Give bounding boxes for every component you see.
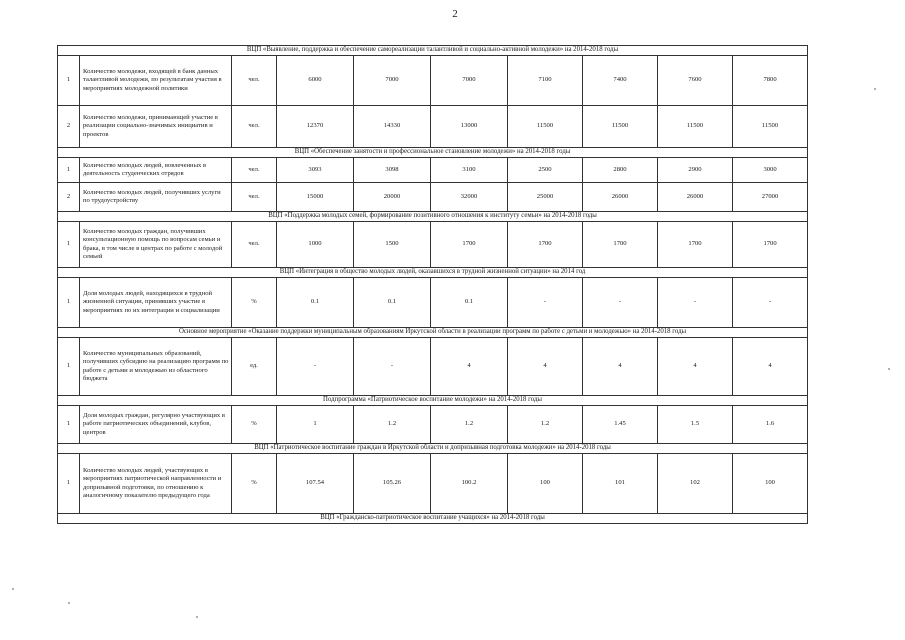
indicator-name: Количество молодых граждан, получивших консультационную помощь по вопросам семьи и брака, в том числе в центрах по работе с молодой семьей — [80, 222, 232, 268]
indicator-value: 1700 — [733, 222, 808, 268]
indicator-value: 0.1 — [277, 278, 354, 328]
indicator-value: 26000 — [658, 183, 733, 212]
indicator-value: 1500 — [354, 222, 431, 268]
indicator-name: Количество молодых людей, участвующих в мероприятиях патриотической направленности и допризывной подготовки, по отношению к аналогичному показателю предыдущего года — [80, 454, 232, 514]
unit-of-measure: чел. — [232, 56, 277, 106]
indicator-value: 4 — [733, 338, 808, 396]
table-body — [58, 46, 808, 524]
section-header-row — [58, 444, 808, 454]
indicator-name: Количество молодых людей, получивших услуги по трудоустройству — [80, 183, 232, 212]
indicator-name: Количество молодежи, принимающей участие в реализации социально-значимых инициатив и проектов — [80, 106, 232, 148]
indicator-value: 4 — [508, 338, 583, 396]
unit-of-measure: чел. — [232, 106, 277, 148]
indicator-value: - — [354, 338, 431, 396]
section-title: ВЦП «Поддержка молодых семей, формирование позитивного отношения к институту семьи» на 2014-2018 годы — [58, 212, 808, 222]
indicator-value: 1700 — [583, 222, 658, 268]
indicator-value: 1.5 — [658, 406, 733, 444]
section-title: ВЦП «Интеграция в общество молодых людей, оказавшихся в трудной жизненной ситуации» на 2014 год — [58, 268, 808, 278]
indicator-value: 1 — [277, 406, 354, 444]
unit-of-measure: % — [232, 278, 277, 328]
indicator-value: 101 — [583, 454, 658, 514]
unit-of-measure: % — [232, 454, 277, 514]
indicator-value: 20000 — [354, 183, 431, 212]
row-number: 1 — [58, 56, 80, 106]
table-row — [58, 278, 808, 328]
row-number: 2 — [58, 183, 80, 212]
section-header-row — [58, 148, 808, 158]
indicator-value: 7400 — [583, 56, 658, 106]
indicator-value: 15000 — [277, 183, 354, 212]
indicator-value: 7800 — [733, 56, 808, 106]
indicator-value: 7100 — [508, 56, 583, 106]
indicator-name: Количество молодых людей, вовлеченных в деятельность студенческих отрядов — [80, 158, 232, 183]
indicator-value: 100 — [508, 454, 583, 514]
table-row — [58, 106, 808, 148]
section-title: ВЦП «Выявление, поддержка и обеспечение самореализации талантливой и социально-активной молодежи» на 2014-2018 годы — [58, 46, 808, 56]
table-row — [58, 454, 808, 514]
section-header-row — [58, 212, 808, 222]
indicator-value: 12370 — [277, 106, 354, 148]
indicator-value: 1.2 — [508, 406, 583, 444]
unit-of-measure: чел. — [232, 158, 277, 183]
indicator-value: 2900 — [658, 158, 733, 183]
indicator-value: 107.54 — [277, 454, 354, 514]
row-number: 1 — [58, 222, 80, 268]
table-row — [58, 338, 808, 396]
section-title: ВЦП «Обеспечение занятости и профессиональное становление молодежи» на 2014-2018 годы — [58, 148, 808, 158]
indicator-value: 100 — [733, 454, 808, 514]
scan-speck — [12, 588, 14, 590]
scan-speck — [888, 368, 890, 370]
indicator-value: 1.6 — [733, 406, 808, 444]
indicator-value: - — [733, 278, 808, 328]
indicator-value: 1.2 — [354, 406, 431, 444]
indicator-value: 4 — [658, 338, 733, 396]
indicator-value: 105.26 — [354, 454, 431, 514]
indicator-value: 7000 — [354, 56, 431, 106]
row-number: 1 — [58, 278, 80, 328]
indicator-value: 11500 — [508, 106, 583, 148]
indicator-value: 1.2 — [431, 406, 508, 444]
unit-of-measure: ед. — [232, 338, 277, 396]
table-row — [58, 158, 808, 183]
indicator-value: 102 — [658, 454, 733, 514]
indicator-value: 1.45 — [583, 406, 658, 444]
row-number: 1 — [58, 158, 80, 183]
indicator-value: 2500 — [508, 158, 583, 183]
unit-of-measure: чел. — [232, 222, 277, 268]
indicator-value: 13000 — [431, 106, 508, 148]
page-number: 2 — [452, 8, 458, 20]
indicator-name: Доля молодых граждан, регулярно участвующих в работе патриотических объединений, клубов, центров — [80, 406, 232, 444]
section-title: Основное мероприятие «Оказание поддержки муниципальным образованиям Иркутской области в реализации программ по работе с детьми и молодежью» на 2014-2018 годы — [58, 328, 808, 338]
indicator-value: 32000 — [431, 183, 508, 212]
row-number: 1 — [58, 454, 80, 514]
indicator-value: 6000 — [277, 56, 354, 106]
indicator-value: 26000 — [583, 183, 658, 212]
indicator-name: Количество молодежи, входящей в банк данных талантливой молодежи, по результатам участия в мероприятиях молодежной политики — [80, 56, 232, 106]
indicator-value: 11500 — [583, 106, 658, 148]
indicator-value: 7000 — [431, 56, 508, 106]
indicator-value: 1700 — [658, 222, 733, 268]
indicator-value: 27000 — [733, 183, 808, 212]
indicator-value: 25000 — [508, 183, 583, 212]
section-header-row — [58, 46, 808, 56]
indicator-value: 1700 — [508, 222, 583, 268]
indicator-value: 4 — [431, 338, 508, 396]
table-row — [58, 183, 808, 212]
indicator-value: - — [508, 278, 583, 328]
scan-speck — [68, 602, 70, 604]
unit-of-measure: чел. — [232, 183, 277, 212]
indicator-value: 11500 — [733, 106, 808, 148]
indicator-name: Количество муниципальных образований, получивших субсидию на реализацию программ по работе с детьми и молодежью из областного бюджета — [80, 338, 232, 396]
section-title: Подпрограмма «Патриотическое воспитание молодежи» на 2014-2018 годы — [58, 396, 808, 406]
section-header-row — [58, 514, 808, 524]
table-row — [58, 222, 808, 268]
scan-speck — [874, 88, 876, 90]
indicator-value: 0.1 — [431, 278, 508, 328]
indicator-value: 0.1 — [354, 278, 431, 328]
indicator-value: 11500 — [658, 106, 733, 148]
section-header-row — [58, 268, 808, 278]
section-title: ВЦП «Патриотическое воспитание граждан в Иркутской области и допризывная подготовка молодежи» на 2014-2018 годы — [58, 444, 808, 454]
indicator-value: 7600 — [658, 56, 733, 106]
section-title: ВЦП «Гражданско-патриотическое воспитание учащихся» на 2014-2018 годы — [58, 514, 808, 524]
indicator-value: 3000 — [733, 158, 808, 183]
indicator-value: 3093 — [277, 158, 354, 183]
indicator-name: Доля молодых людей, находящихся в трудной жизненной ситуации, принявших участие в мероприятиях по их интеграции и социализации — [80, 278, 232, 328]
indicator-value: 1700 — [431, 222, 508, 268]
row-number: 1 — [58, 338, 80, 396]
indicator-value: 2800 — [583, 158, 658, 183]
indicator-value: 4 — [583, 338, 658, 396]
section-header-row — [58, 328, 808, 338]
indicator-value: - — [583, 278, 658, 328]
scan-speck — [196, 616, 198, 618]
indicators-table — [57, 45, 808, 524]
indicator-value: 3100 — [431, 158, 508, 183]
indicator-value: 3098 — [354, 158, 431, 183]
indicator-value: - — [277, 338, 354, 396]
row-number: 2 — [58, 106, 80, 148]
indicator-value: 100.2 — [431, 454, 508, 514]
indicator-value: - — [658, 278, 733, 328]
table-row — [58, 56, 808, 106]
table-row — [58, 406, 808, 444]
section-header-row — [58, 396, 808, 406]
row-number: 1 — [58, 406, 80, 444]
indicator-value: 14330 — [354, 106, 431, 148]
indicator-value: 1000 — [277, 222, 354, 268]
unit-of-measure: % — [232, 406, 277, 444]
